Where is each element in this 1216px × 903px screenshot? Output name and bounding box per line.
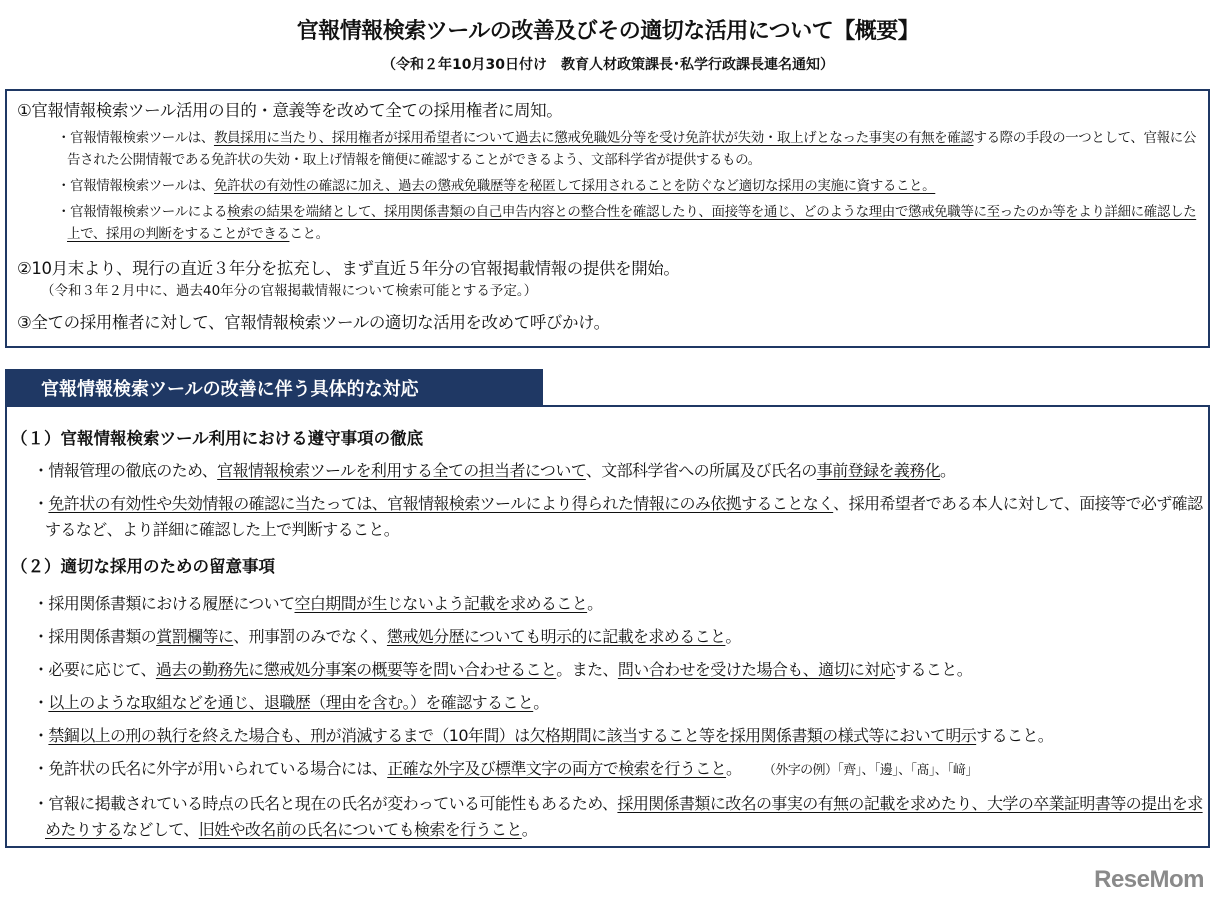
underlined-text: 教員採用に当たり、採用権者が採用希望者について過去に懲戒免職処分等を受け免許状が失効・取上げとなった事実の有無を確認: [213, 130, 974, 146]
section-2-title: （２）適切な採用のための留意事項: [11, 557, 275, 576]
bullet-text: すること。: [895, 660, 973, 679]
section-1-title: （１）官報情報検索ツール利用における遵守事項の徹底: [11, 429, 424, 448]
bullet-text: 、刑事罰のみでなく、: [233, 627, 387, 646]
bullet-text: 。: [521, 820, 538, 839]
bullet-text: 。: [940, 461, 956, 480]
bullet-text: 、採用希望者である本人に対して、面接等で必ず確認するなど、より詳細に確認した上で判断すること。: [45, 494, 1203, 539]
underlined-text: 過去の勤務先に懲戒処分事案の概要等を問い合わせること: [155, 660, 557, 679]
overview-point-2-note: （令和３年２月中に、過去40年分の官報掲載情報について検索可能とする予定。）: [41, 283, 538, 299]
section-tab: 官報情報検索ツールの改善に伴う具体的な対応: [5, 369, 543, 406]
underlined-text: 問い合わせを受けた場合も、適切に対応: [617, 660, 896, 679]
bullet-item: ・採用関係書類における履歴について空白期間が生じないよう記載を求めること。: [33, 594, 603, 613]
document-subtitle: （令和２年10月30日付け 教育人材政策課長･私学行政課長連名通知）: [382, 57, 834, 73]
underlined-text: 懲戒処分歴についても明示的に記載を求めること: [386, 627, 726, 646]
underlined-text: 賞罰欄等に: [156, 627, 234, 646]
bullet-text: 。: [587, 594, 603, 613]
bullet-item: ・必要に応じて、過去の勤務先に懲戒処分事案の概要等を問い合わせること。また、問い合わせを受けた場合も、適切に対応すること。: [33, 660, 973, 679]
underlined-text: 採用関係書類に改名の事実の有無の記載を求めたり、大学の卒業証明書等の提出を求めたりする: [45, 794, 1203, 839]
bullet-item: ・官報情報検索ツールは、免許状の有効性の確認に加え、過去の懲戒免職歴等を秘匿して採用されることを防ぐなど適切な採用の実施に資すること。: [57, 178, 936, 194]
overview-box: [5, 89, 1210, 348]
bullet-text: 。: [533, 693, 549, 712]
bullet-text: こと。: [289, 226, 329, 242]
bullet-text: 官報情報検索ツールによる: [70, 204, 228, 220]
bullet-text: すること。: [976, 726, 1054, 745]
bullet-text: 、文部科学省への所属及び氏名の: [585, 461, 817, 480]
bullet-item: ・官報に掲載されている時点の氏名と現在の氏名が変わっている可能性もあるため、採用関係書類に改名の事実の有無の記載を求めたり、大学の卒業証明書等の提出を求めたりするなどして、旧姓や改名前の氏名についても検索を行うこと。: [33, 794, 1203, 839]
bullet-text: 採用関係書類における履歴について: [48, 594, 295, 613]
underlined-text: 検索の結果を端緒として、採用関係書類の自己申告内容との整合性を確認したり、面接等を通じ、どのような理由で懲戒免職等に至ったのか等をより詳細に確認した上で、採用の判断をすることができる: [67, 204, 1197, 242]
bullet-text: 官報情報検索ツールは、: [70, 178, 214, 194]
bullet-text: 官報情報検索ツールは、: [70, 130, 214, 146]
underlined-text: 正確な外字及び標準文字の両方で検索を行うこと: [387, 759, 727, 778]
overview-point-3: ③全ての採用権者に対して、官報情報検索ツールの適切な活用を改めて呼びかけ。: [17, 313, 610, 332]
underlined-text: 以上のような取組などを通じ、退職歴（理由を含む。）を確認すること: [48, 693, 534, 712]
bullet-item: ・採用関係書類の賞罰欄等に、刑事罰のみでなく、懲戒処分歴についても明示的に記載を求めること。: [33, 627, 741, 646]
measures-box: [5, 405, 1210, 848]
underlined-text: 免許状の有効性の確認に加え、過去の懲戒免職歴等を秘匿して採用されることを防ぐなど適切な採用の実施に資すること。: [213, 178, 936, 194]
bullet-text: 採用関係書類の: [48, 627, 157, 646]
overview-point-1-bullets: [17, 127, 1198, 245]
underlined-text: 空白期間が生じないよう記載を求めること: [294, 594, 588, 613]
bullet-text: 免許状の氏名に外字が用いられている場合には、: [48, 759, 388, 778]
overview-point-1: ①官報情報検索ツール活用の目的・意義等を改めて全ての採用権者に周知。: [17, 101, 563, 120]
bullet-text: 。: [726, 759, 742, 778]
bullet-text: する際の手段の一つとして、官報に公告された公開情報である免許状の失効・取上げ情報を簡便に確認することができるよう、文部科学省が提供するもの。: [67, 130, 1196, 168]
document-title: 官報情報検索ツールの改善及びその適切な活用について【概要】: [296, 19, 920, 44]
overview-point-2: ②10月末より、現行の直近３年分を拡充し、まず直近５年分の官報掲載情報の提供を開始。: [17, 259, 680, 278]
bullet-text: 必要に応じて、: [48, 660, 156, 679]
bullet-item: ・官報情報検索ツールは、教員採用に当たり、採用権者が採用希望者について過去に懲戒免職処分等を受け免許状が失効・取上げとなった事実の有無を確認する際の手段の一つとして、官報に公告された公開情報である免許状の失効・取上げ情報を簡便に確認することができるよう、文部科学省が提供するもの。: [57, 130, 1196, 168]
section-2-bullets: [11, 591, 1204, 843]
bullet-item: ・免許状の有効性や失効情報の確認に当たっては、官報情報検索ツールにより得られた情報にのみ依拠することなく、採用希望者である本人に対して、面接等で必ず確認するなど、より詳細に確認した上で判断すること。: [33, 494, 1203, 539]
underlined-text: 官報情報検索ツールを利用する全ての担当者について: [217, 461, 586, 480]
bullet-item: ・以上のような取組などを通じ、退職歴（理由を含む。）を確認すること。: [33, 693, 549, 712]
example-note: （外字の例）「齊」、「邊」、「髙」、「﨑」: [769, 763, 978, 778]
bullet-item: ・官報情報検索ツールによる検索の結果を端緒として、採用関係書類の自己申告内容との整合性を確認したり、面接等を通じ、どのような理由で懲戒免職等に至ったのか等をより詳細に確認した上で、採用の判断をすることができること。: [57, 204, 1197, 242]
bullet-item: ・免許状の氏名に外字が用いられている場合には、正確な外字及び標準文字の両方で検索を行うこと。 （外字の例）「齊」、「邊」、「髙」、「﨑」: [33, 759, 978, 778]
underlined-text: 免許状の有効性や失効情報の確認に当たっては、官報情報検索ツールにより得られた情報にのみ依拠することなく: [48, 494, 834, 513]
bullet-text: などして、: [122, 820, 199, 839]
underlined-text: 禁錮以上の刑の執行を終えた場合も、刑が消滅するまで（10年間）は欠格期間に該当すること等を採用関係書類の様式等において明示: [48, 726, 977, 745]
underlined-text: 旧姓や改名前の氏名についても検索を行うこと: [198, 820, 522, 839]
section-1-bullets: [11, 458, 1204, 543]
bullet-item: ・禁錮以上の刑の執行を終えた場合も、刑が消滅するまで（10年間）は欠格期間に該当すること等を採用関係書類の様式等において明示すること。: [33, 726, 1054, 745]
bullet-text: 情報管理の徹底のため、: [48, 461, 218, 480]
underlined-text: 事前登録を義務化: [816, 461, 941, 480]
bullet-text: 。また、: [556, 660, 618, 679]
bullet-item: ・情報管理の徹底のため、官報情報検索ツールを利用する全ての担当者について、文部科学省への所属及び氏名の事前登録を義務化。: [33, 461, 956, 480]
resemom-logo: ReseMom: [1094, 866, 1204, 893]
bullet-text: 官報に掲載されている時点の氏名と現在の氏名が変わっている可能性もあるため、: [48, 794, 618, 813]
bullet-text: 。: [725, 627, 741, 646]
